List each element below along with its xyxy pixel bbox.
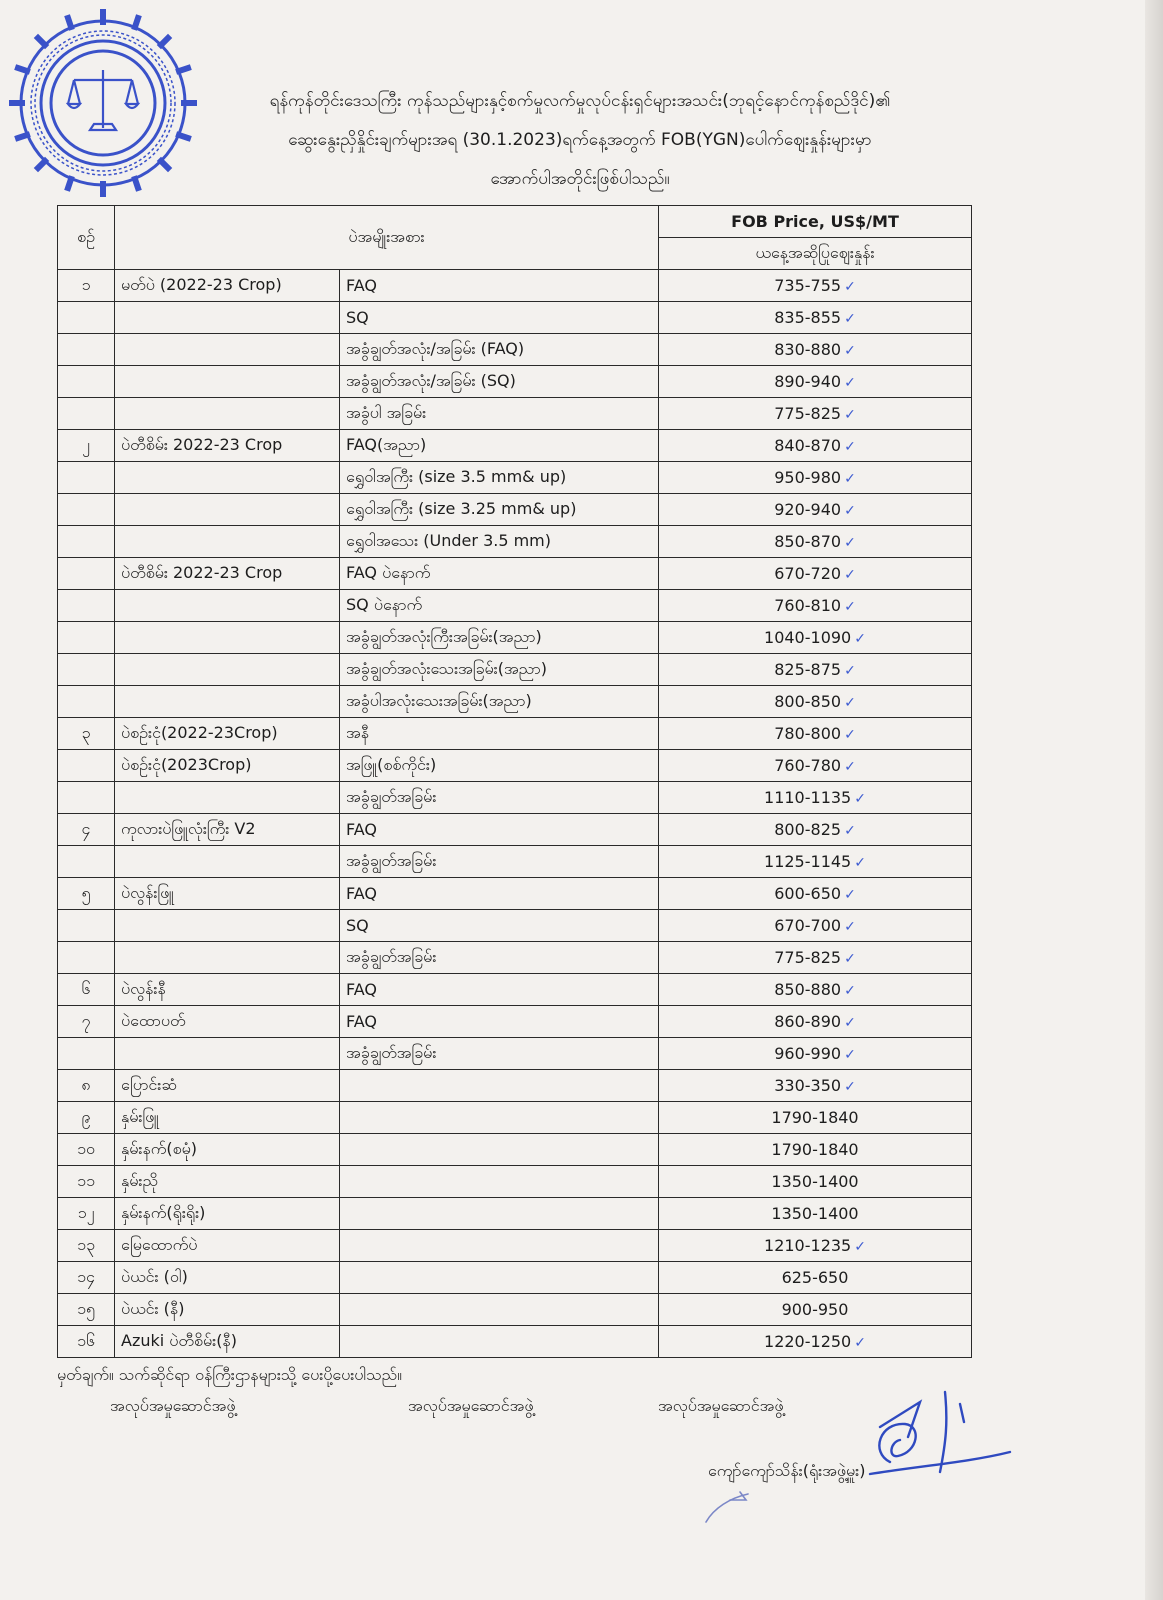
table-row [58,270,972,302]
price-cell [659,878,972,910]
check-mark-icon: ✓ [844,983,856,999]
bean-grade: အခွံချွတ်အလုံးကြီးအခြမ်း(အညာ) [340,622,659,654]
check-mark-icon: ✓ [844,759,856,775]
check-mark-icon: ✓ [844,823,856,839]
check-mark-icon: ✓ [844,567,856,583]
header-line-2: ဆွေးနွေးညှိနှိုင်းချက်များအရ (30.1.2023)ရက်နေ့အတွက် FOB(YGN)ပေါက်ဈေးနှုန်းများမှာ [288,130,872,150]
bean-grade [340,1070,659,1102]
check-mark-icon: ✓ [854,1335,866,1351]
bean-type: ကုလားပဲဖြူလုံးကြီး V2 [115,814,340,846]
price-cell [659,654,972,686]
price-value: 950-980 [774,468,842,487]
price-cell [659,622,972,654]
row-number [58,398,115,430]
row-number [58,622,115,654]
bean-grade: ရွှေဝါအကြီး (size 3.25 mm& up) [340,494,659,526]
table-row [58,782,972,814]
table-row [58,718,972,750]
table-row [58,398,972,430]
signer-name: ကျော်ကျော်သိန်း(ရုံးအဖွဲ့မှူး) [708,1461,866,1480]
price-value: 1790-1840 [771,1140,859,1159]
bean-type [115,590,340,622]
bean-type: ပဲလွန်းနီ [115,974,340,1006]
price-cell [659,814,972,846]
price-value: 775-825 [774,404,842,423]
row-number: ၇ [58,1006,115,1038]
row-number [58,686,115,718]
price-cell [659,910,972,942]
row-number [58,302,115,334]
check-mark-icon: ✓ [854,791,866,807]
table-row [58,526,972,558]
table-row [58,590,972,622]
check-mark-icon: ✓ [854,1239,866,1255]
price-cell [659,1294,972,1326]
price-cell [659,974,972,1006]
row-number: ၃ [58,718,115,750]
check-mark-icon: ✓ [854,855,866,871]
column-header-item: ပဲအမျိုးအစား [115,206,659,270]
bean-type [115,846,340,878]
bean-grade: အခွံချွတ်အခြမ်း [340,1038,659,1070]
table-row [58,1166,972,1198]
bean-type [115,910,340,942]
price-value: 780-800 [774,724,842,743]
row-number [58,942,115,974]
bean-type: မတ်ပဲ (2022-23 Crop) [115,270,340,302]
price-value: 920-940 [774,500,842,519]
row-number: ၂ [58,430,115,462]
price-value: 600-650 [774,884,842,903]
check-mark-icon: ✓ [844,1079,856,1095]
check-mark-icon: ✓ [844,695,856,711]
price-cell [659,1326,972,1358]
price-cell [659,366,972,398]
check-mark-icon: ✓ [844,311,856,327]
price-value: 330-350 [774,1076,842,1095]
price-value: 1220-1250 [764,1332,852,1351]
price-cell [659,270,972,302]
bean-type: မြေထောက်ပဲ [115,1230,340,1262]
table-row [58,1198,972,1230]
bean-grade: အနီ [340,718,659,750]
row-number [58,462,115,494]
table-row [58,942,972,974]
bean-type: ပဲစဉ်းငုံ(2023Crop) [115,750,340,782]
table-row [58,462,972,494]
bean-type [115,1038,340,1070]
price-table [57,205,972,1358]
row-number [58,590,115,622]
price-cell [659,750,972,782]
price-value: 830-880 [774,340,842,359]
bean-grade: အခွံချွတ်အခြမ်း [340,846,659,878]
bean-grade: အခွံချွတ်အလုံးသေးအခြမ်း(အညာ) [340,654,659,686]
bean-grade: အခွံချွတ်အခြမ်း [340,782,659,814]
price-value: 800-850 [774,692,842,711]
bean-grade: FAQ(အညာ) [340,430,659,462]
bean-grade: SQ ပဲနောက် [340,590,659,622]
table-row [58,1006,972,1038]
header-line-1: ရန်ကုန်တိုင်းဒေသကြီး ကုန်သည်များနှင့်စက်မှုလက်မှုလုပ်ငန်းရှင်များအသင်း(ဘုရင့်နောင်ကုန်စည်ဒိုင်)၏ [269,91,891,111]
price-cell [659,1198,972,1230]
bean-grade: FAQ [340,974,659,1006]
row-number: ၆ [58,974,115,1006]
price-value: 900-950 [781,1300,849,1319]
table-row [58,1070,972,1102]
row-number: ၅ [58,878,115,910]
row-number: ၄ [58,814,115,846]
row-number: ၁၆ [58,1326,115,1358]
row-number: ၁၂ [58,1198,115,1230]
table-row [58,750,972,782]
bean-type [115,622,340,654]
price-value: 1350-1400 [771,1204,859,1223]
table-row [58,494,972,526]
check-mark-icon: ✓ [844,663,856,679]
row-number: ၁၀ [58,1134,115,1166]
price-cell [659,718,972,750]
bean-type: ပဲစဉ်းငုံ(2022-23Crop) [115,718,340,750]
bean-type [115,366,340,398]
bean-type [115,334,340,366]
check-mark-icon: ✓ [844,599,856,615]
price-cell [659,1038,972,1070]
row-number [58,910,115,942]
check-mark-icon: ✓ [844,439,856,455]
price-cell [659,1262,972,1294]
bean-grade: SQ [340,910,659,942]
price-cell [659,302,972,334]
bean-type [115,398,340,430]
bean-type [115,462,340,494]
handwritten-signature [860,1382,1020,1492]
check-mark-icon: ✓ [844,279,856,295]
table-row [58,1230,972,1262]
bean-grade: SQ [340,302,659,334]
bean-grade: FAQ [340,878,659,910]
table-row [58,1134,972,1166]
table-row [58,846,972,878]
row-number: ၈ [58,1070,115,1102]
check-mark-icon: ✓ [844,887,856,903]
signatory-label-3: အလုပ်အမှုဆောင်အဖွဲ့ [658,1396,784,1415]
price-cell [659,398,972,430]
table-row [58,686,972,718]
column-header-price: FOB Price, US$/MT [659,206,972,238]
price-cell [659,526,972,558]
table-row [58,814,972,846]
price-value: 1040-1090 [764,628,852,647]
row-number [58,1038,115,1070]
bean-type: Azuki ပဲတီစိမ်း(နီ) [115,1326,340,1358]
bean-type [115,782,340,814]
price-value: 1110-1135 [764,788,852,807]
row-number: ၁၁ [58,1166,115,1198]
column-header-price-sub: ယနေ့အဆိုပြုဈေးနှုန်း [659,238,972,270]
price-cell [659,494,972,526]
bean-grade: FAQ [340,270,659,302]
bean-type [115,526,340,558]
price-table-body [58,270,972,1358]
price-cell [659,430,972,462]
table-row [58,334,972,366]
signatory-label-2: အလုပ်အမှုဆောင်အဖွဲ့ [408,1396,534,1415]
row-number [58,334,115,366]
price-value: 625-650 [781,1268,849,1287]
row-number: ၁၃ [58,1230,115,1262]
bean-type: ပြောင်းဆံ [115,1070,340,1102]
bean-grade: FAQ ပဲနောက် [340,558,659,590]
check-mark-icon: ✓ [844,471,856,487]
table-row [58,878,972,910]
price-value: 1210-1235 [764,1236,852,1255]
row-number: ၉ [58,1102,115,1134]
price-value: 735-755 [774,276,842,295]
bean-grade: အခွံပါအလုံးသေးအခြမ်း(အညာ) [340,686,659,718]
price-value: 1790-1840 [771,1108,859,1127]
bean-grade [340,1166,659,1198]
table-row [58,1262,972,1294]
bean-grade: FAQ [340,814,659,846]
footer-note: မှတ်ချက်။ သက်ဆိုင်ရာ ဝန်ကြီးဌာနများသို့ ပေးပို့ပေးပါသည်။ [57,1365,402,1384]
bean-grade [340,1198,659,1230]
price-value: 835-855 [774,308,842,327]
price-value: 860-890 [774,1012,842,1031]
pencil-mark [700,1478,780,1528]
bean-type [115,302,340,334]
table-row [58,974,972,1006]
bean-type: ပဲလွန်းဖြူ [115,878,340,910]
row-number: ၁၅ [58,1294,115,1326]
bean-grade [340,1102,659,1134]
bean-type: နှမ်းနက်(ရိုးရိုး) [115,1198,340,1230]
bean-type: ပဲတီစိမ်း 2022-23 Crop [115,430,340,462]
price-cell [659,782,972,814]
bean-grade [340,1326,659,1358]
price-cell [659,846,972,878]
bean-type: ပဲထောပတ် [115,1006,340,1038]
check-mark-icon: ✓ [844,343,856,359]
bean-grade: အခွံချွတ်အလုံး/အခြမ်း (FAQ) [340,334,659,366]
price-cell [659,334,972,366]
table-row [58,1102,972,1134]
price-value: 1350-1400 [771,1172,859,1191]
table-row [58,1038,972,1070]
price-value: 825-875 [774,660,842,679]
bean-type: ပဲတီစိမ်း 2022-23 Crop [115,558,340,590]
bean-type: နှမ်းဖြူ [115,1102,340,1134]
bean-type: ပဲယင်း (နီ) [115,1294,340,1326]
check-mark-icon: ✓ [844,535,856,551]
column-header-no: စဉ် [58,206,115,270]
bean-grade: အဖြူ(စစ်ကိုင်း) [340,750,659,782]
bean-grade: FAQ [340,1006,659,1038]
table-row [58,366,972,398]
bean-grade: ရွှေဝါအသေး (Under 3.5 mm) [340,526,659,558]
bean-type [115,494,340,526]
bean-grade: အခွံပါ အခြမ်း [340,398,659,430]
price-value: 1125-1145 [764,852,852,871]
price-value: 850-870 [774,532,842,551]
table-row [58,910,972,942]
row-number [58,750,115,782]
check-mark-icon: ✓ [844,1015,856,1031]
price-cell [659,1070,972,1102]
price-value: 840-870 [774,436,842,455]
price-cell [659,462,972,494]
check-mark-icon: ✓ [844,727,856,743]
row-number [58,366,115,398]
price-cell [659,1102,972,1134]
table-row [58,654,972,686]
price-value: 960-990 [774,1044,842,1063]
price-cell [659,1006,972,1038]
bean-grade: ရွှေဝါအကြီး (size 3.5 mm& up) [340,462,659,494]
bean-type: နှမ်းနက်(စမုံ) [115,1134,340,1166]
signatory-label-1: အလုပ်အမှုဆောင်အဖွဲ့ [110,1396,236,1415]
page-edge [1145,0,1163,1600]
price-value: 775-825 [774,948,842,967]
bean-type [115,686,340,718]
check-mark-icon: ✓ [844,407,856,423]
price-value: 670-720 [774,564,842,583]
bean-grade [340,1262,659,1294]
row-number [58,846,115,878]
row-number: ၁၄ [58,1262,115,1294]
document-header [60,82,1100,199]
bean-grade: အခွံချွတ်အခြမ်း [340,942,659,974]
price-value: 760-810 [774,596,842,615]
row-number [58,558,115,590]
check-mark-icon: ✓ [844,919,856,935]
check-mark-icon: ✓ [844,1047,856,1063]
check-mark-icon: ✓ [854,631,866,647]
row-number [58,526,115,558]
row-number [58,654,115,686]
row-number: ၁ [58,270,115,302]
price-value: 850-880 [774,980,842,999]
bean-grade: အခွံချွတ်အလုံး/အခြမ်း (SQ) [340,366,659,398]
table-row [58,302,972,334]
price-value: 890-940 [774,372,842,391]
bean-grade [340,1230,659,1262]
check-mark-icon: ✓ [844,951,856,967]
price-cell [659,1134,972,1166]
price-cell [659,942,972,974]
table-row [58,558,972,590]
bean-type [115,654,340,686]
price-value: 760-780 [774,756,842,775]
bean-grade [340,1294,659,1326]
price-cell [659,686,972,718]
bean-type [115,942,340,974]
table-row [58,430,972,462]
row-number [58,782,115,814]
check-mark-icon: ✓ [844,375,856,391]
table-row [58,622,972,654]
price-cell [659,558,972,590]
bean-grade [340,1134,659,1166]
table-row [58,1294,972,1326]
price-value: 800-825 [774,820,842,839]
price-cell [659,590,972,622]
price-cell [659,1230,972,1262]
bean-type: ပဲယင်း (ဝါ) [115,1262,340,1294]
header-line-3: အောက်ပါအတိုင်းဖြစ်ပါသည်။ [490,169,670,189]
table-row [58,1326,972,1358]
bean-type: နှမ်းညို [115,1166,340,1198]
price-value: 670-700 [774,916,842,935]
row-number [58,494,115,526]
price-cell [659,1166,972,1198]
check-mark-icon: ✓ [844,503,856,519]
